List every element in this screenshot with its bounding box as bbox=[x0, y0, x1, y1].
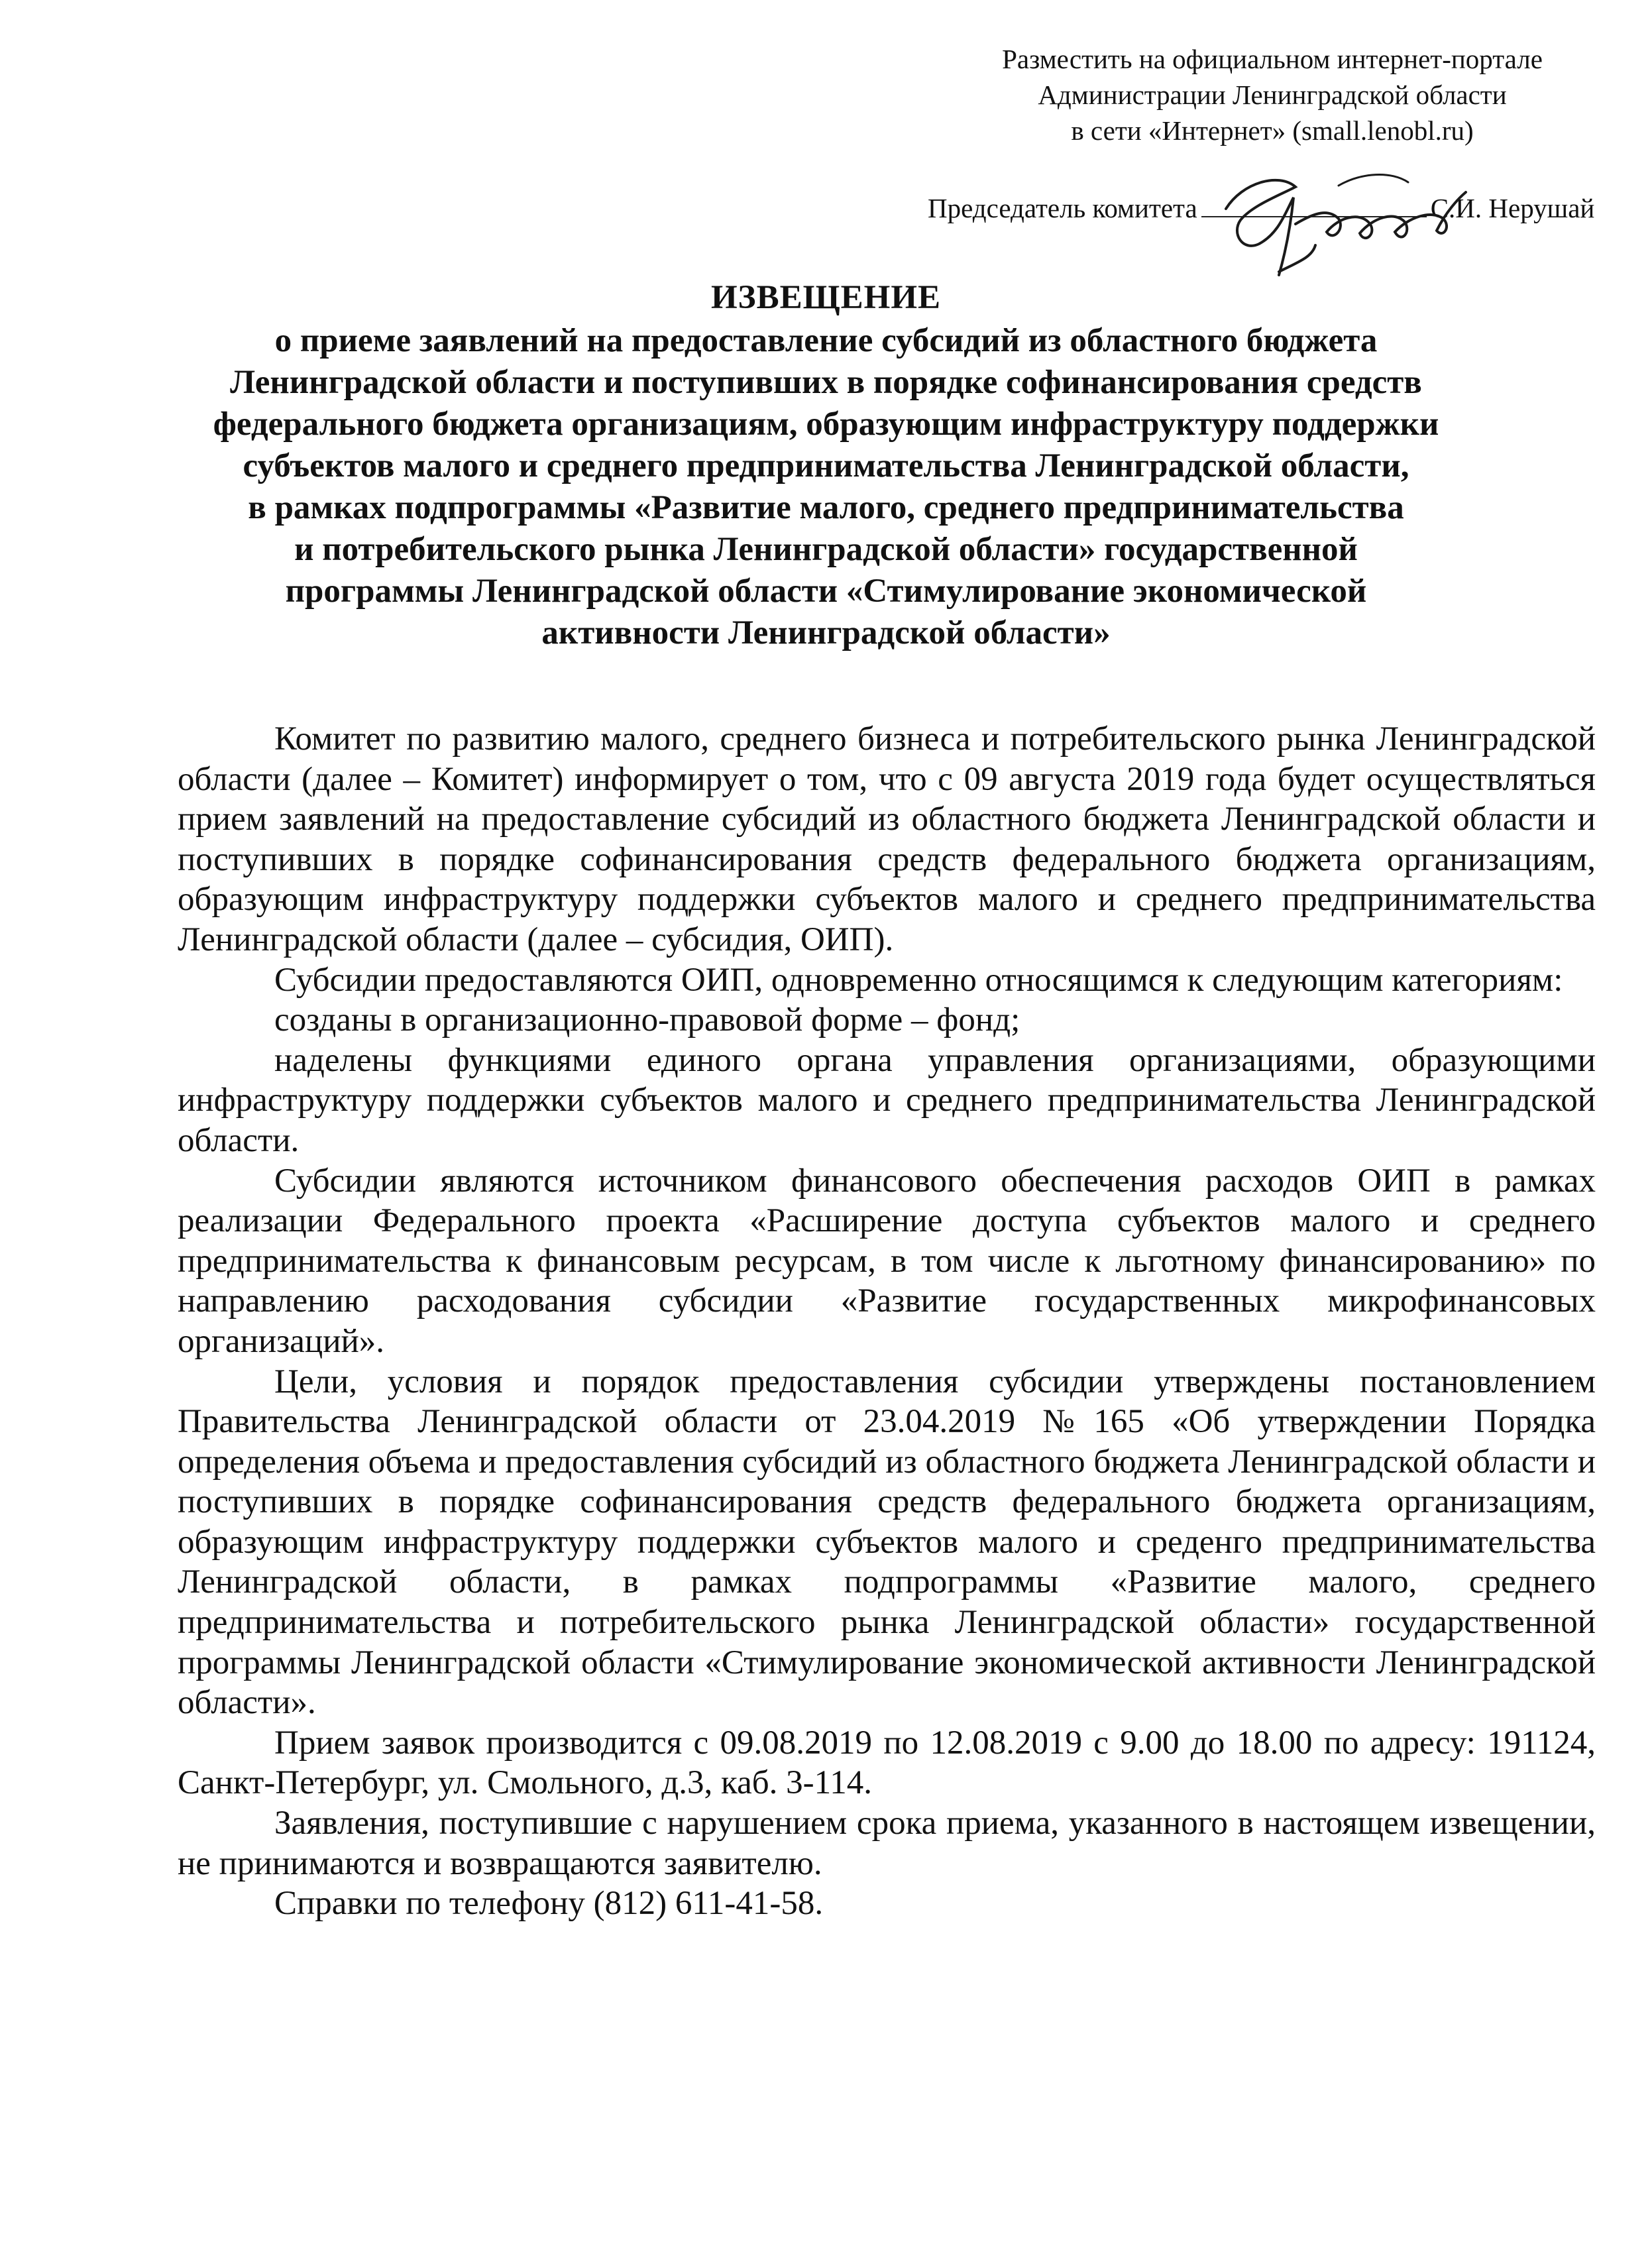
notice-subtitle-line: активности Ленинградской области» bbox=[541, 614, 1111, 651]
body-paragraph: Прием заявок производится с 09.08.2019 по 12.08.2019 с 9.00 до 18.00 по адресу: 191124, Санкт-Петербург, ул. Смольного, д.3, каб. 3-114. bbox=[178, 1724, 1596, 1802]
publication-note-line: Администрации Ленинградской области bbox=[1038, 80, 1507, 110]
handwritten-signature bbox=[1180, 146, 1524, 292]
notice-subtitle-line: и потребительского рынка Ленинградской области» государственной bbox=[294, 531, 1358, 568]
notice-subtitle-line: Ленинградской области и поступивших в порядке софинансирования средств bbox=[230, 364, 1422, 401]
notice-subtitle-line: о приеме заявлений на предоставление субсидий из областного бюджета bbox=[274, 322, 1378, 359]
notice-subtitle-line: программы Ленинградской области «Стимулирование экономической bbox=[285, 573, 1367, 610]
notice-heading: ИЗВЕЩЕНИЕ bbox=[711, 279, 941, 316]
chairman-name: С.И. Нерушай bbox=[1430, 193, 1595, 223]
publication-note-line: в сети «Интернет» (small.lenobl.ru) bbox=[1071, 115, 1474, 146]
notice-body bbox=[178, 719, 1596, 1924]
body-paragraph: Субсидии предоставляются ОИП, одновременно относящимся к следующим категориям: bbox=[274, 961, 1563, 999]
body-paragraph: Субсидии являются источником финансового обеспечения расходов ОИП в рамках реализации Федерального проекта «Расширение доступа субъектов малого и среднего предпринимательства к финансовым ресурсам, в том числе к льготному финансированию» по направлению расходования субсидии «Развитие государственных микрофинансовых организаций». bbox=[178, 1162, 1596, 1360]
chairman-position: Председатель комитета bbox=[928, 193, 1197, 223]
body-paragraph: Комитет по развитию малого, среднего бизнеса и потребительского рынка Ленинградской области (далее – Комитет) информирует о том, что с 09 августа 2019 года будет осуществляться прием заявлений на предоставление субсидий из областного бюджета Ленинградской области и поступивших в порядке софинансирования средств федерального бюджета организациям, образующим инфраструктуру поддержки субъектов малого и среднего предпринимательства Ленинградской области (далее – субсидия, ОИП). bbox=[178, 720, 1596, 958]
body-paragraph: Справки по телефону (812) 611-41-58. bbox=[274, 1885, 824, 1923]
notice-title bbox=[133, 277, 1519, 654]
body-paragraph: Заявления, поступившие с нарушением срока приема, указанного в настоящем извещении, не принимаются и возвращаются заявителю. bbox=[178, 1805, 1596, 1882]
body-paragraph: наделены функциями единого органа управления организациями, образующими инфраструктуру поддержки субъектов малого и среднего предпринимательства Ленинградской области. bbox=[178, 1041, 1596, 1159]
notice-subtitle-line: в рамках подпрограммы «Развитие малого, среднего предпринимательства bbox=[248, 489, 1404, 526]
body-paragraph: Цели, условия и порядок предоставления субсидии утверждены постановлением Правительства Ленинградской области от 23.04.2019 №165 «Об утверждении Порядка определения объема и предоставления субсидий из областного бюджета Ленинградской области и поступивших в порядке софинансирования средств федерального бюджета организациям, образующим инфраструктуру поддержки субъектов малого и среденго предпринимательства Ленинградской области, в рамках подпрограммы «Развитие малого, среднего предпринимательства и потребительского рынка Ленинградской области» государственной программы Ленинградской области «Стимулирование экономической активности Ленинградской области». bbox=[178, 1363, 1596, 1722]
notice-subtitle-line: субъектов малого и среднего предпринимательства Ленинградской области, bbox=[243, 447, 1409, 484]
publication-note-line: Разместить на официальном интернет-портале bbox=[1002, 44, 1543, 74]
body-paragraph: созданы в организационно-правовой форме – фонд; bbox=[274, 1001, 1020, 1039]
publication-note bbox=[941, 41, 1604, 148]
notice-subtitle-line: федерального бюджета организациям, образующим инфраструктуру поддержки bbox=[213, 406, 1439, 443]
